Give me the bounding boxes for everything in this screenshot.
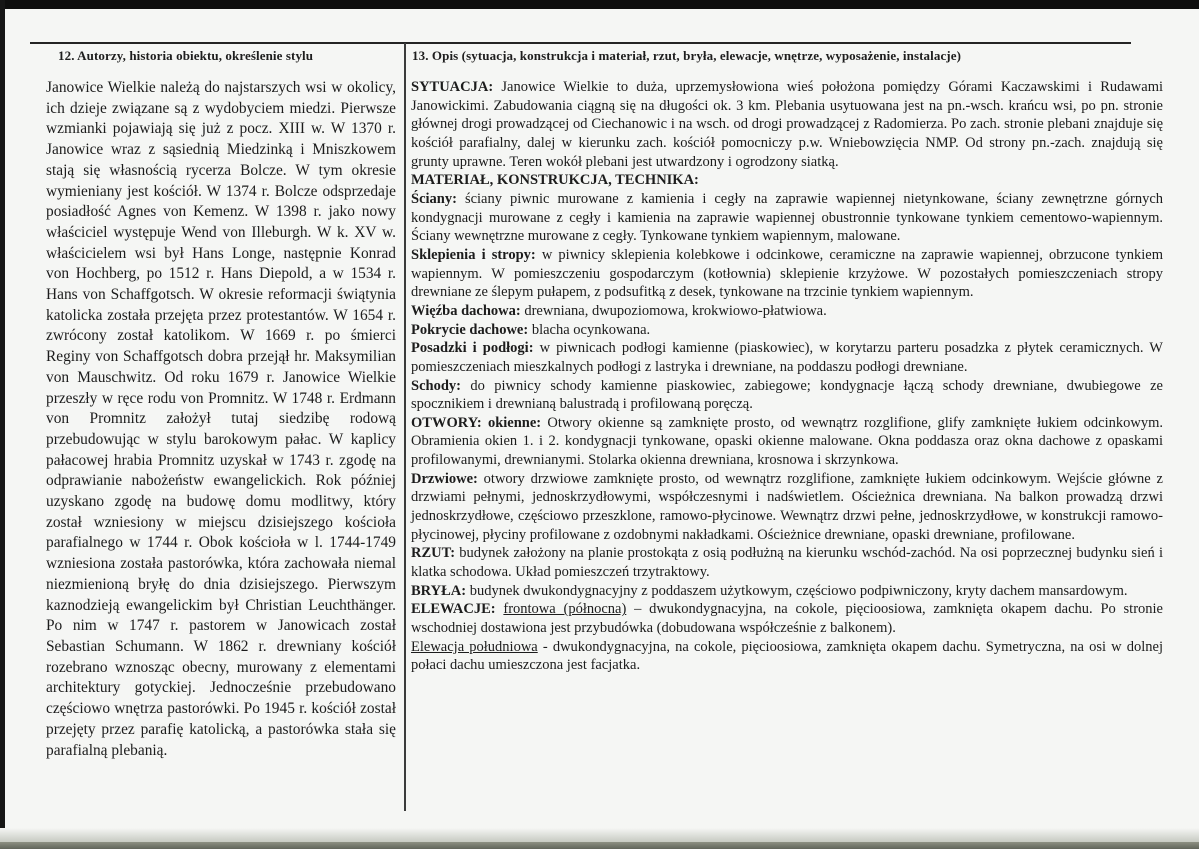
text-run: Janowice Wielkie to duża, uprzemysłowiona wieś położona pomiędzy Górami Kaczawskimi i Rudawami Janowickimi. Zabudowania ciągną się na długości ok. 3 km. Plebania usytuowana jest na pn.-wsch. krańcu wsi, po pn. stronie głównej drogi prowadzącej od Ciechanowic i na wsch. od drogi prowadzącej z Radomierza. Po zach. stronie plebani znajduje się kościół parafialny, dalej w kierunku zach. kościół pomocniczy p.w. Wniebowzięcia NMP. Od strony pn.-zach. znajdują się grunty uprawne. Teren wokół plebani jest utwardzony i ogrodzony siatką. [411, 79, 1164, 170]
bold-run: Ściany: [411, 190, 465, 207]
paragraph [411, 190, 1163, 246]
paragraph [46, 78, 396, 761]
paragraph [411, 600, 1163, 637]
bold-run: Więźba dachowa: [411, 302, 525, 319]
paragraph [411, 246, 1163, 302]
scan-edge-top [0, 0, 1199, 9]
text-run: do piwnicy schody kamienne piaskowiec, zabiegowe; kondygnacje łączą schody drewniane, dwubiegowe ze spocznikiem i drewnianą balustradą i profilowaną poręczą. [411, 377, 1163, 413]
paragraph [411, 171, 1163, 190]
text-run: Otwory okienne są zamknięte prosto, od wewnątrz rozglifione, glify zamknięte łukiem odcinkowym. Obramienia okien 1. i 2. kondygnacji tynkowane, opaski okienne malowane. Okna poddasza oraz okna dachowe z opaskami profilowanymi, drewnianymi. Stolarka okienna drewniana, krosnowa i skrzynkowa. [411, 414, 1163, 469]
scan-edge-left [0, 0, 5, 849]
paragraph [411, 544, 1163, 581]
bold-run: RZUT: [411, 545, 460, 562]
paragraph [411, 638, 1163, 675]
underline-run: Elewacja południowa [411, 638, 538, 655]
column-divider [404, 43, 406, 811]
table-top-border [30, 42, 1131, 44]
bold-run: Posadzki i podłogi: [411, 340, 540, 357]
bold-run: Pokrycie dachowe: [411, 321, 532, 338]
paragraph [411, 470, 1163, 545]
text-run: drewniana, dwupoziomowa, krokwiowo-płatwiowa. [524, 302, 827, 319]
history-text-column [46, 78, 396, 761]
paragraph [411, 377, 1163, 414]
bold-run: SYTUACJA: [411, 79, 502, 95]
paragraph [411, 339, 1163, 376]
bold-run: MATERIAŁ, KONSTRUKCJA, TECHNIKA: [411, 172, 699, 189]
text-run: Janowice Wielkie należą do najstarszych wsi w okolicy, ich dzieje związane są z wydobyciem miedzi. Pierwsze wzmianki pojawiają się już z pocz. XIII w. W 1370 r. Janowice wraz z sąsiednią Miedzinką i Mniszkowem stają się własnością rycerza Bolcze. W tym okresie wymieniany jest kościół. W 1374 r. Bolcze odsprzedaje posiadłość Agnes von Kemenz. W 1398 r. jako nowy właściciel występuje Wend von Illeburgh. W k. XV w. właścicielem wsi był Hans Longe, następnie Konrad von Hochberg, po 1512 r. Hans Diepold, a w 1534 r. Hans von Schaffgotsch. W okresie reformacji świątynia katolicka została przejęta przez protestantów. W 1654 r. zwrócony został katolikom. W 1669 r. po śmierci Reginy von Schaffgotsch dobra przejął hr. Maksymilian von Mauschwitz. Od roku 1679 r. Janowice Wielkie przeszły w ręce rodu von Promnitz. W 1748 r. Erdmann von Promnitz założył tutaj siedzibę rodową przebudowując w stylu barokowym pałac. W kaplicy pałacowej hrabia Promnitz uzyskał w 1743 r. zgodę na odprawianie nabożeństw ewangelickich. Rok później uzyskano zgodę na budowę domu modlitwy, który został wzniesiony w miejscu dzisiejszego kościoła parafialnego w 1744 r. Obok kościoła w l. 1744-1749 wzniesiona została pastorówka, która zachowała niemal niezmienioną bryłę do dnia dzisiejszego. Pierwszym kaznodzieją ewangelickim był Christian Leuchthänger. Po nim w 1747 r. pastorem w Janowicach został Sebastian Schumann. W 1862 r. drewniany kościół rozebrano wznosząc obecny, murowany z elementami architektury gotyckiej. Jednocześnie przebudowano częściowo wnętrza pastorówki. Po 1945 r. kościół został przejęty przez parafię katolicką, a pastorówka stała się parafialną plebanią. [46, 79, 396, 759]
description-text-column [411, 78, 1163, 675]
text-run: w piwnicy sklepienia kolebkowe i odcinkowe, ceramiczne na zaprawie wapiennej, obrzucone tynkiem wapiennym. W pomieszczeniu gospodarczym (kotłownia) sklepienie krzyżowe. W pozostałych pomieszczeniach stropy drewniane ze ślepym pułapem, z podsufitką z desek, tynkowane na trzcinie tynkiem wapiennym. [411, 246, 1164, 301]
scan-edge-bottom [0, 842, 1199, 849]
section-13-header: 13. Opis (sytuacja, konstrukcja i materiał, rzut, bryła, elewacje, wnętrze, wyposażenie, instalacje) [412, 48, 962, 63]
bold-run: ELEWACJE: [411, 601, 504, 618]
text-run: - dwukondygnacyjna, na cokole, pięcioosiowa, zamknięta okapem dachu. Symetryczna, na osi w dolnej połaci dachu umieszczona jest facjatka. [411, 638, 1163, 674]
text-run: w piwnicach podłogi kamienne (piaskowiec), w korytarzu parteru posadzka z płytek ceramicznych. W pomieszczeniach mieszkalnych podłogi z lastryka i drewniane, na poddaszu podłogi drewniane. [411, 340, 1163, 375]
text-run: budynek założony na planie prostokąta z osią podłużną na kierunku wschód-zachód. Na osi poprzecznej budynku sień i klatka schodowa. Układ pomieszczeń trzytraktowy. [411, 545, 1163, 581]
paragraph [411, 302, 1163, 321]
paragraph [411, 78, 1163, 171]
paragraph [411, 582, 1163, 601]
text-run: budynek dwukondygnacyjny z poddaszem użytkowym, częściowo podpiwniczony, kryty dachem mansardowym. [469, 582, 1128, 599]
section-12-header: 12. Autorzy, historia obiektu, określenie stylu [58, 48, 314, 63]
scan-edge-bottom-shadow [0, 828, 1199, 842]
bold-run: BRYŁA: [411, 582, 470, 599]
text-run: otwory drzwiowe zamknięte prosto, od wewnątrz rozglifione, zamknięte łukiem odcinkowym. Wejście główne z drzwiami pełnymi, jednoskrzydłowymi, współczesnymi i nadświetlem. Ościeżnica drewniana. Na balkon prowadzą drzwi jednoskrzydłowe, częściowo przeszklone, ramowo-płycinowe. Wewnątrz drzwi pełne, jednoskrzydłowe, w konstrukcji ramowo-płycinowej, płyciny profilowane z ozdobnymi nakładkami. Ościeżnice drewniane, opaski drewniane, profilowane. [411, 470, 1163, 543]
bold-run: OTWORY: okienne: [411, 414, 548, 431]
bold-run: Drzwiowe: [411, 470, 484, 487]
text-run: blacha ocynkowana. [531, 321, 651, 338]
bold-run: Sklepienia i stropy: [411, 246, 542, 263]
paragraph [411, 414, 1163, 470]
paragraph [411, 321, 1163, 340]
underline-run: frontowa (północna) [503, 601, 627, 618]
text-run: – dwukondygnacyjna, na cokole, pięcioosiowa, zamknięta okapem dachu. Po stronie wschodniej dostawiona jest przybudówka (dobudowana współcześnie z balkonem). [411, 601, 1163, 637]
text-run: ściany piwnic murowane z kamienia i cegły na zaprawie wapiennej nietynkowane, ściany zewnętrzne górnych kondygnacji murowane z cegły i kamienia na zaprawie wapiennej obustronnie tynkowane tynkiem cementowo-wapiennym. Ściany wewnętrzne murowane z cegły. Tynkowane tynkiem wapiennym, malowane. [411, 190, 1164, 245]
bold-run: Schody: [411, 377, 471, 394]
